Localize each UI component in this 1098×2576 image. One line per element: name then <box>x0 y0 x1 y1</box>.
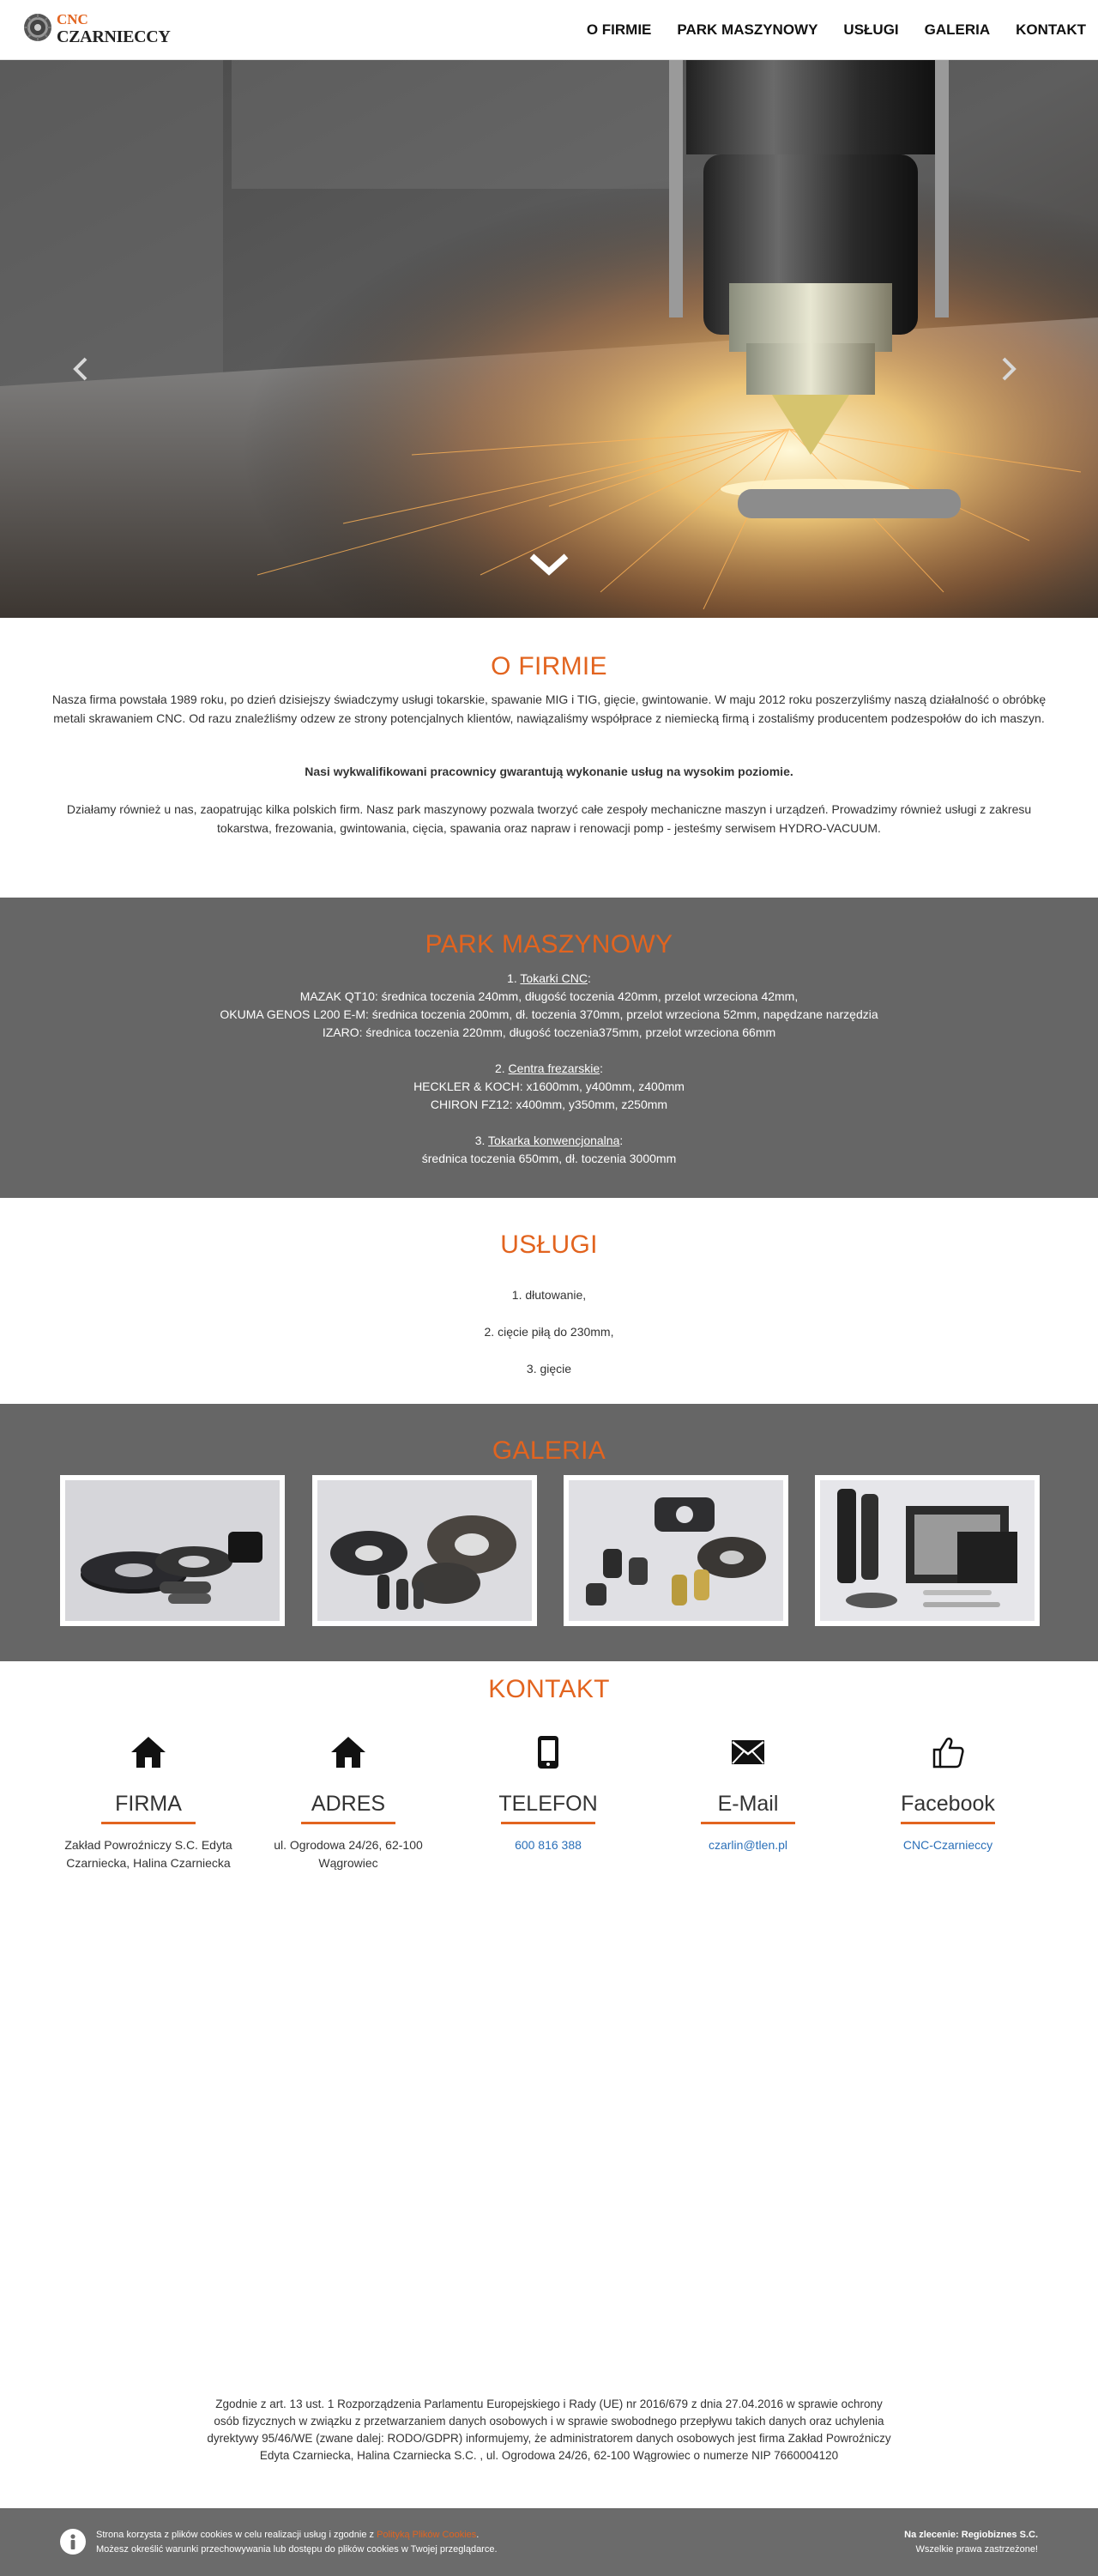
footer-credit: Na zlecenie: Regiobiznes S.C. <box>904 2530 1038 2540</box>
gallery-image <box>569 1480 783 1621</box>
icon-wrap <box>262 1730 434 1775</box>
cookie-notice-line2: Możesz określić warunki przechowywania lub dostępu do plików cookies w Twojej przeglądarce. <box>96 2544 498 2555</box>
contact-card-email <box>662 1730 834 1854</box>
service-item: 2. cięcie piłą do 230mm, <box>484 1325 614 1339</box>
machine-line: CHIRON FZ12: x400mm, y350mm, z250mm <box>430 1098 668 1111</box>
contact-title: FIRMA <box>115 1792 182 1816</box>
contact-title: TELEFON <box>498 1792 598 1816</box>
gallery-image <box>317 1480 532 1621</box>
logo-text-name: CZARNIECCY <box>57 27 171 46</box>
group-number: 1. <box>507 971 521 985</box>
machine-line: HECKLER & KOCH: x1600mm, y400mm, z400mm <box>413 1079 685 1093</box>
title-underline <box>101 1822 196 1824</box>
icon-wrap <box>462 1730 634 1775</box>
thumbs-up-icon <box>931 1736 965 1769</box>
section-galeria <box>0 1404 1098 1661</box>
contact-title: ADRES <box>311 1792 386 1816</box>
contact-value: Zakład Powroźniczy S.C. Edyta Czarniecka, Halina Czarniecka <box>64 1838 232 1870</box>
logo-text-cnc: CNC <box>57 11 88 27</box>
gallery-thumbnail-4[interactable] <box>815 1475 1040 1626</box>
contact-title: Facebook <box>901 1792 995 1816</box>
group-number: 3. <box>474 1134 489 1147</box>
about-paragraph-2: Nasi wykwalifikowani pracownicy gwarantują wykonanie usług na wysokim poziomie. <box>305 765 793 778</box>
gallery-image <box>65 1480 280 1621</box>
phone-icon <box>537 1735 559 1769</box>
footer-rights: Wszelkie prawa zastrzeżone! <box>915 2544 1038 2555</box>
nav-item-park-maszynowy[interactable]: PARK MASZYNOWY <box>677 21 818 38</box>
gallery-thumbnail-1[interactable] <box>60 1475 285 1626</box>
section-title-galeria: GALERIA <box>492 1436 606 1465</box>
machine-line: MAZAK QT10: średnica toczenia 240mm, długość toczenia 420mm, przelot wrzeciona 42mm, <box>299 989 799 1003</box>
machine-line: OKUMA GENOS L200 E-M: średnica toczenia 200mm, dł. toczenia 370mm, przelot wrzeciona 52mm, napędzane narzędzia <box>220 1007 878 1021</box>
gdpr-notice: Zgodnie z art. 13 ust. 1 Rozporządzenia Parlamentu Europejskiego i Rady (UE) nr 2016/679 z dnia 27.04.2016 w sprawie ochrony osób fizycznych w związku z przetwarzaniem danych osobowych i w sprawie swobodnego przepływu takich danych oraz uchylenia dyrektywy 95/46/WE (zwane dalej: RODO/GDPR) informujemy, że administratorem danych osobowych jest firma Zakład Powroźniczy Edyta Czarniecka, Halina Czarniecka S.C. , ul. Ogrodowa 24/26, 62-100 Wągrowiec o numerze NIP 7660004120 <box>207 2398 891 2462</box>
machine-group-heading: 3. Tokarka konwencjonalna: <box>474 1134 624 1147</box>
facebook-link[interactable]: CNC-Czarnieccy <box>902 1838 993 1852</box>
group-number: 2. <box>494 1061 509 1075</box>
contact-card-firma <box>63 1730 234 1872</box>
title-underline <box>901 1822 995 1824</box>
title-underline <box>501 1822 595 1824</box>
chevron-down-icon <box>527 547 571 582</box>
nav-item-uslugi[interactable]: USŁUGI <box>843 21 899 38</box>
nav-item-kontakt[interactable]: KONTAKT <box>1016 21 1086 38</box>
title-underline <box>301 1822 395 1824</box>
machine-group-heading: 1. Tokarki CNC: <box>507 971 591 985</box>
about-paragraph-3: Działamy również u nas, zaopatrując kilka polskich firm. Nasz park maszynowy pozwala tworzyć całe zespoły mechaniczne maszyn i urządzeń. Prowadzimy również usługi z zakresu tokarstwa, frezowania, gwintowania, cięcia, spawania oraz napraw i renowacji pomp - jesteśmy serwisem HYDRO-VACUUM. <box>66 802 1032 835</box>
section-title-park: PARK MASZYNOWY <box>425 930 673 958</box>
cookie-text-end: . <box>476 2530 480 2540</box>
contact-value: ul. Ogrodowa 24/26, 62-100 Wągrowiec <box>274 1838 423 1870</box>
section-title-o-firmie: O FIRMIE <box>491 652 607 680</box>
envelope-icon <box>731 1739 765 1765</box>
title-underline <box>701 1822 795 1824</box>
slider-prev-button[interactable] <box>72 356 98 390</box>
group-title: Centra frezarskie <box>508 1061 600 1075</box>
gallery-thumbnail-2[interactable] <box>312 1475 537 1626</box>
slider-next-button[interactable] <box>1000 356 1026 390</box>
cookie-policy-link[interactable]: Polityką Plików Cookies <box>377 2530 477 2540</box>
machine-group-heading: 2. Centra frezarskie: <box>494 1061 604 1075</box>
footer <box>0 2508 1098 2576</box>
cookie-notice-line1 <box>96 2530 479 2540</box>
home-icon <box>329 1735 367 1769</box>
chevron-right-icon <box>1000 356 1017 382</box>
section-o-firmie <box>0 618 1098 898</box>
about-paragraph-1: Nasza firma powstała 1989 roku, po dzień dzisiejszy świadczymy usługi tokarskie, spawanie MIG i TIG, gięcie, gwintowanie. W maju 2012 roku poszerzyliśmy naszą działalność o obróbkę metali skrawaniem CNC. Od razu znaleźliśmy odzew ze strony potencjalnych klientów, nawiązaliśmy współprace z niemiecką firmą i zostaliśmy producentem podzespołów do ich maszyn. <box>51 692 1047 725</box>
info-icon <box>60 2529 86 2555</box>
scroll-down-button[interactable] <box>527 547 571 582</box>
phone-link[interactable]: 600 816 388 <box>515 1838 582 1852</box>
contact-card-telefon <box>462 1730 634 1854</box>
icon-wrap <box>862 1730 1034 1775</box>
nav-item-galeria[interactable]: GALERIA <box>924 21 991 38</box>
hero-slider <box>0 60 1098 618</box>
section-park-maszynowy <box>0 898 1098 1198</box>
gallery-thumbnail-3[interactable] <box>564 1475 788 1626</box>
gallery-image <box>820 1480 1035 1621</box>
gear-logo-icon <box>22 12 53 43</box>
machine-line: IZARO: średnica toczenia 220mm, długość toczenia375mm, przelot wrzeciona 66mm <box>322 1025 776 1039</box>
chevron-left-icon <box>72 356 89 382</box>
main-menu <box>561 0 1086 60</box>
contact-card-adres <box>262 1730 434 1872</box>
hero-laser-cutting-image <box>0 60 1098 618</box>
top-navbar <box>0 0 1098 60</box>
logo[interactable] <box>22 10 171 50</box>
contact-card-facebook <box>862 1730 1034 1854</box>
section-uslugi <box>0 1198 1098 1404</box>
group-title: Tokarka konwencjonalna <box>488 1134 620 1147</box>
cookie-text: Strona korzysta z plików cookies w celu realizacji usług i zgodnie z <box>96 2530 377 2540</box>
section-title-kontakt: KONTAKT <box>488 1675 610 1703</box>
machine-list <box>0 970 1098 1168</box>
service-item: 3. gięcie <box>526 1362 572 1376</box>
icon-wrap <box>63 1730 234 1775</box>
contact-title: E-Mail <box>717 1792 779 1816</box>
email-link[interactable]: czarlin@tlen.pl <box>708 1838 788 1852</box>
home-icon <box>130 1735 167 1769</box>
section-title-uslugi: USŁUGI <box>500 1231 598 1259</box>
service-item: 1. dłutowanie, <box>511 1288 587 1302</box>
machine-line: średnica toczenia 650mm, dł. toczenia 3000mm <box>421 1152 677 1165</box>
nav-item-o-firmie[interactable]: O FIRMIE <box>586 21 652 38</box>
section-kontakt <box>0 1661 1098 2090</box>
group-title: Tokarki CNC <box>520 971 588 985</box>
icon-wrap <box>662 1730 834 1775</box>
